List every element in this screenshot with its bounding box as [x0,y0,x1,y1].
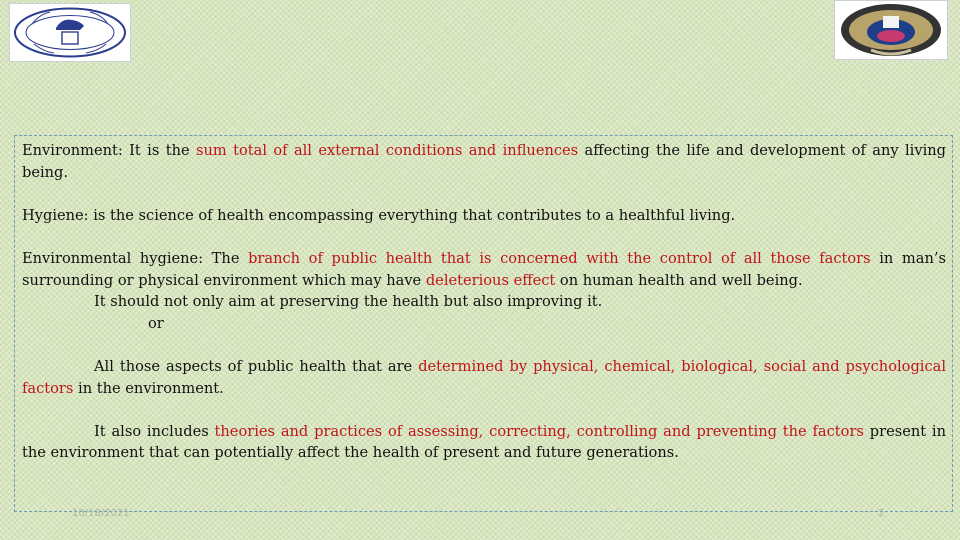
seal-icon [12,6,128,59]
environmental-hygiene-definition [22,248,946,291]
envhyg-text-1: Environmental hygiene: The [22,249,249,267]
includes-definition [22,421,946,464]
slide-number: 2 [878,508,885,519]
envhyg-highlight-1: branch of public health that is concerned with the control of all those factors [248,249,871,267]
env-highlight: sum total of all external conditions and influences [196,142,579,159]
hygiene-text: Hygiene: is the science of health encompassing everything that contributes to a healthful living. [22,206,736,224]
includes-text-2: present in the environment that can potentially affect the health of present and future generations. [22,422,946,462]
aspects-highlight: determined by physical, chemical, biological, social and psychological factors [22,357,946,397]
envhyg-highlight-2: deleterious effect [425,271,556,289]
includes-highlight: theories and practices of assessing, correcting, controlling and preventing the factors [214,422,864,440]
includes-indent [22,423,94,440]
or-separator: or [148,314,164,332]
institution-logo [9,3,131,62]
envhyg-text-3: on human health and well being. [555,271,803,289]
university-logo [834,0,948,60]
env-text-1: Environment: It is the [22,142,196,159]
aspects-definition [22,356,946,399]
slide-date: 10/18/2021 [72,508,130,519]
aspects-text-1: All those aspects of public health that are [94,357,419,375]
includes-text-1: It also includes [94,422,215,440]
environment-definition [22,140,946,183]
aspects-indent [22,358,94,375]
aim-statement: It should not only aim at preserving the health but also improving it. [94,293,603,311]
aspects-text-2: in the environment. [73,379,224,397]
hygiene-definition [22,205,946,227]
envhyg-text-2: in man’s surrounding or physical environment which may have [22,249,946,289]
slide-body [22,140,946,464]
emblem-icon [837,2,945,58]
env-text-2: affecting the life and development of any living being. [22,142,946,181]
